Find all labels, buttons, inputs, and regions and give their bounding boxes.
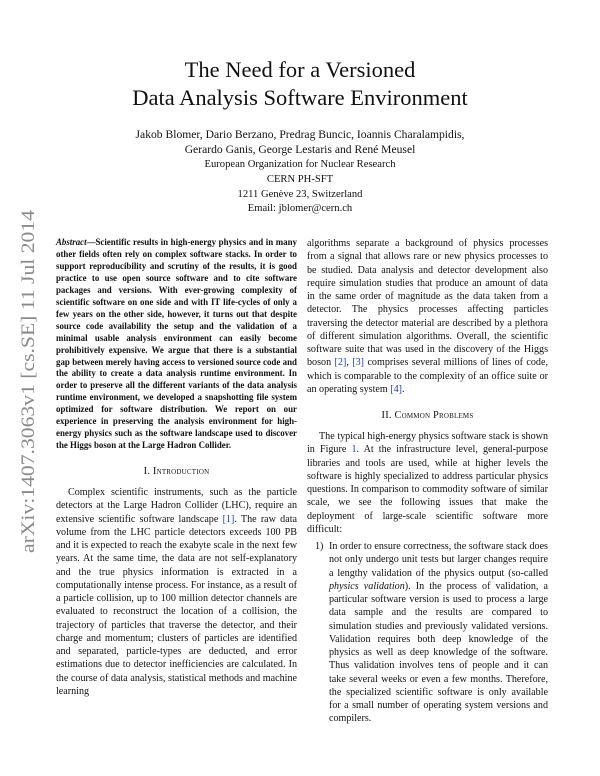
- author-block: [0, 127, 600, 217]
- abstract-dash: —: [86, 237, 96, 247]
- list-item-text-a: In order to ensure correctness, the software stack does not only undergo unit tests but larger changes require a lengthy validation of the physics output (so-called: [329, 541, 548, 579]
- title-line-2: Data Analysis Software Environment: [132, 85, 468, 110]
- cont-text-c: .: [402, 383, 405, 395]
- list-item: [307, 540, 548, 726]
- citation-link[interactable]: [2]: [334, 357, 347, 369]
- section-heading-common-problems: II. Common Problems: [381, 410, 474, 421]
- paper-title: [0, 56, 600, 112]
- title-line-1: The Need for a Versioned: [184, 57, 416, 82]
- authors-line-1: Jakob Blomer, Dario Berzano, Predrag Buncic, Ioannis Charalampidis,: [135, 128, 465, 141]
- abstract-text: Scientific results in high-energy physics and in many other fields often rely on complex software stacks. In order to support reproducibility and scrutiny of the results, it is good practice to use open source software and to cite software packages and versions. With ever-growing complexity of scientific software on one side and with IT life-cycles of only a few years on the other side, however, it turns out that despite source code availability the setup and the validation of a minimal usable analysis environment can easily become prohibitively expensive. We argue that there is a substantial gap between merely having access to versioned source code and the ability to create a data analysis runtime environment. In order to preserve all the different variants of the data analysis runtime environment, we developed a snapshotting file system optimized for software distribution. We report on our experience in preserving the analysis environment for high-energy physics such as the software landscape used to discover the Higgs boson at the Large Hadron Collider.: [56, 237, 297, 451]
- intro-continuation-paragraph: [307, 237, 548, 396]
- citation-link[interactable]: [3]: [352, 357, 365, 369]
- section-heading-introduction: I. Introduction: [143, 466, 210, 478]
- common-problems-paragraph: [307, 430, 548, 536]
- cont-sep: ,: [346, 357, 353, 369]
- intro-text-a: Complex scientific instruments, such as the particle detectors at the Large Hadron Collider (LHC), require an extensive scientific software landscape: [56, 487, 297, 525]
- arxiv-identifier: [6, 205, 46, 555]
- common-text-b: . At the infrastructure level, general-purpose libraries and tools are used, while at higher levels the software is highly specialized to address particular physics questions. In comparison to commodity software of similar scale, we see the following issues that make the deployment of large-scale scientific software more difficult:: [307, 444, 548, 535]
- list-item-text-b: ). In the process of validation, a particular software version is used to process a large data sample and the results are compared to simulation studies and previously validated versions. Validation requires both deep knowledge of the physics as well as deep knowledge of the software. Thus validation involves tens of people and it can take several weeks or even a few months. Therefore, the specialized scientific software is only available for a small number of operating system versions and compilers.: [329, 580, 548, 725]
- abstract: [56, 237, 297, 452]
- cont-text-b: comprises several millions of lines of code, which is comparable to the complexity of an office suite or an operating system: [307, 357, 548, 395]
- abstract-label: Abstract: [56, 237, 87, 247]
- department: CERN PH-SFT: [266, 173, 334, 185]
- right-column: [307, 237, 548, 726]
- authors-line-2: Gerardo Ganis, George Lestaris and René Meusel: [184, 143, 416, 156]
- email: Email: jblomer@cern.ch: [247, 203, 353, 215]
- common-text-a: The typical high-energy physics software stack is shown in Figure: [307, 431, 548, 456]
- list-item-emphasis: physics validation: [329, 580, 405, 592]
- affiliation: European Organization for Nuclear Research: [204, 159, 396, 170]
- address: 1211 Genève 23, Switzerland: [237, 188, 363, 200]
- intro-paragraph: [56, 486, 297, 698]
- figure-reference-link[interactable]: 1: [351, 444, 357, 456]
- arxiv-identifier-text: arXiv:1407.3063v1 [cs.SE] 11 Jul 2014: [18, 251, 39, 553]
- intro-text-b: . The raw data volume from the LHC particle detectors exceeds 100 PB and it is expected to reach the exabyte scale in the next few years. At the same time, the data are not self-explanatory and the true physics information is extracted in a computationally intense process. For instance, as a result of a particle collision, up to 100 million detector channels are evaluated to reconstruct the location of a collision, the trajectory of particles that traverse the detector, and their charge and momentum; clusters of particles are identified and separated, particle-types are deducted, and error estimations due to detector inefficiencies are calculated. In the course of data analysis, statistical methods and machine learning: [56, 513, 297, 697]
- left-column: [56, 237, 297, 698]
- list-item-number: 1): [315, 541, 324, 552]
- cont-text-a: algorithms separate a background of physics processes from a signal that allows rare or new physics processes to be studied. Data analysis and detector development also require simulation studies that produce an amount of data in the same order of magnitude as the data taken from a detector. The physics processes affecting particles traversing the detector material are described by a plethora of different simulation algorithms. Overall, the scientific software suite that was used in the discovery of the Higgs boson: [307, 238, 548, 369]
- citation-link[interactable]: [4]: [390, 383, 403, 395]
- citation-link[interactable]: [1]: [222, 513, 235, 525]
